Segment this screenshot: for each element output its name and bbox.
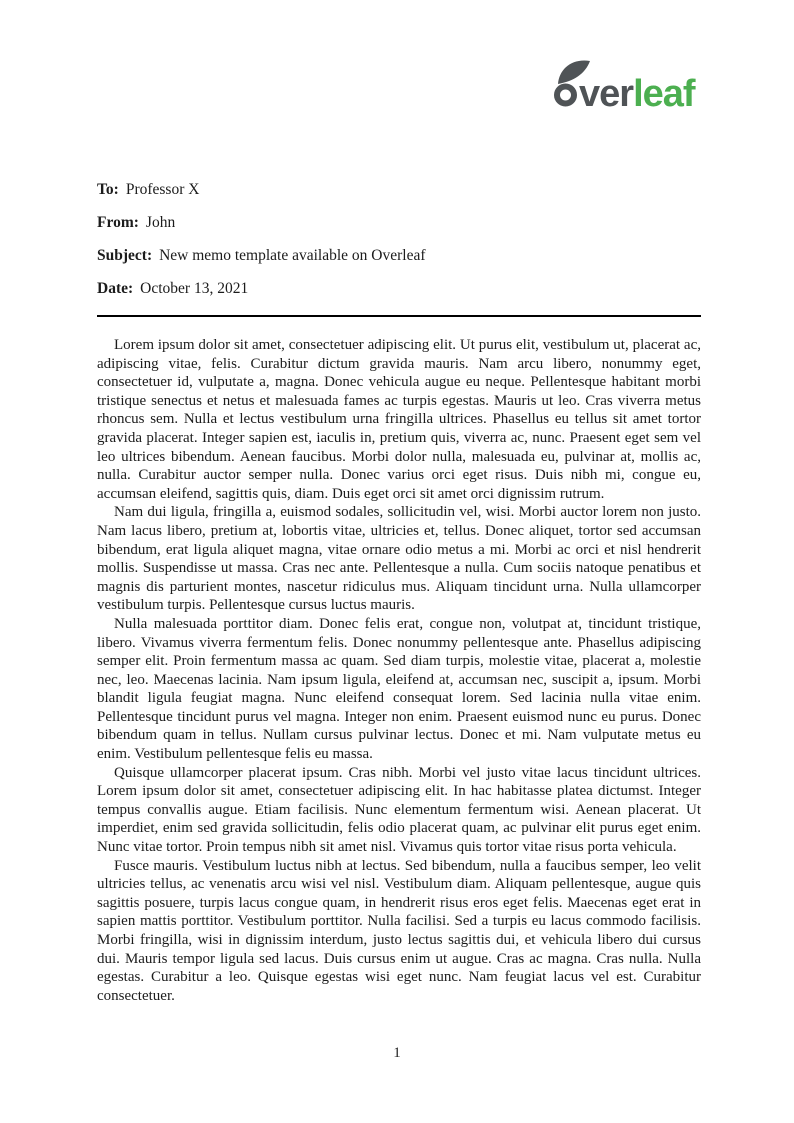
overleaf-logo-graphic xyxy=(550,56,710,110)
body-paragraph-5: Fusce mauris. Vestibulum luctus nibh at lectus. Sed bibendum, nulla a faucibus semper, leo velit ultricies tellus, ac venenatis arcu wisi vel nisl. Vestibulum diam. Aliquam pellentesque, augue quis sagittis posuere, turpis lacus congue quam, in hendrerit risus eros eget felis. Maecenas eget erat in sapien mattis porttitor. Vestibulum porttitor. Nulla facilisi. Sed a turpis eu lacus commodo facilisis. Morbi fringilla, wisi in dignissim interdum, justo lectus sagittis dui, et vehicula libero dui cursus dui. Mauris tempor ligula sed lacus. Duis cursus enim ut augue. Cras ac magna. Cras nulla. Nulla egestas. Curabitur a leo. Quisque egestas wisi eget nunc. Nam feugiat lacus vel est. Curabitur consectetuer. xyxy=(97,857,701,1004)
memo-header-fields xyxy=(97,180,701,312)
logo-text-green: leaf xyxy=(633,73,695,110)
overleaf-logo xyxy=(550,56,710,110)
body-paragraph-1: Lorem ipsum dolor sit amet, consectetuer adipiscing elit. Ut purus elit, vestibulum ut, placerat ac, adipiscing vitae, felis. Curabitur dictum gravida mauris. Nam arcu libero, nonummy eget, consectetuer id, vulputate a, magna. Donec vehicula augue eu neque. Pellentesque habitant morbi tristique senectus et netus et malesuada fames ac turpis egestas. Mauris ut leo. Cras viverra metus rhoncus sem. Nulla et lectus vestibulum urna fringilla ultrices. Phasellus eu tellus sit amet tortor gravida placerat. Integer sapien est, iaculis in, pretium quis, viverra ac, nunc. Praesent eget sem vel leo ultrices bibendum. Aenean faucibus. Morbi dolor nulla, malesuada eu, pulvinar at, mollis ac, nulla. Curabitur auctor semper nulla. Donec varius orci eget risus. Duis nibh mi, congue eu, accumsan eleifend, sagittis quis, diam. Duis eget orci sit amet orci dignissim rutrum. xyxy=(97,337,701,502)
memo-divider xyxy=(97,315,701,317)
memo-field-subject xyxy=(97,246,701,265)
logo-o-ring xyxy=(557,87,574,104)
memo-field-value: John xyxy=(145,214,176,231)
page-footer xyxy=(0,1045,794,1062)
logo-text-gray: ver xyxy=(579,73,634,110)
body-paragraph-4: Quisque ullamcorper placerat ipsum. Cras nibh. Morbi vel justo vitae lacus tincidunt ultrices. Lorem ipsum dolor sit amet, consectetuer adipiscing elit. In hac habitasse platea dictumst. Integer tempus convallis augue. Etiam facilisis. Nunc elementum fermentum wisi. Aenean placerat. Ut imperdiet, enim sed gravida sollicitudin, felis odio placerat quam, ac pulvinar elit purus eget enim. Nunc vitae tortor. Proin tempus nibh sit amet nisl. Vivamus quis tortor vitae risus porta vehicula. xyxy=(97,764,701,856)
body-paragraph-3: Nulla malesuada porttitor diam. Donec felis erat, congue non, volutpat at, tincidunt tristique, libero. Vivamus viverra fermentum felis. Donec nonummy pellentesque ante. Phasellus adipiscing semper elit. Proin fermentum massa ac quam. Sed diam turpis, molestie vitae, placerat a, molestie nec, leo. Maecenas lacinia. Nam ipsum ligula, eleifend at, accumsan nec, suscipit a, ipsum. Morbi blandit ligula feugiat magna. Nunc eleifend consequat lorem. Sed lacinia nulla vitae enim. Pellentesque tincidunt purus vel magna. Integer non enim. Praesent euismod nunc eu purus. Donec bibendum quam in tellus. Nullam cursus pulvinar lectus. Donec et mi. Nam vulputate metus eu enim. Vestibulum pellentesque felis eu massa. xyxy=(97,615,701,763)
memo-field-label: From: xyxy=(97,214,139,231)
body-paragraph-2: Nam dui ligula, fringilla a, euismod sodales, sollicitudin vel, wisi. Morbi auctor lorem non justo. Nam lacus libero, pretium at, lobortis vitae, ultricies et, tellus. Donec aliquet, tortor sed accumsan bibendum, erat ligula aliquet magna, vitae ornare odio metus a mi. Morbi ac orci et nisl hendrerit mollis. Suspendisse ut massa. Cras nec ante. Pellentesque a nulla. Cum sociis natoque penatibus et magnis dis parturient montes, nascetur ridiculus mus. Aliquam tincidunt urna. Nulla ullamcorper vestibulum turpis. Pellentesque cursus luctus mauris. xyxy=(97,504,701,614)
memo-field-label: Date: xyxy=(97,280,134,297)
memo-field-from xyxy=(97,213,701,232)
memo-body xyxy=(97,336,701,1005)
memo-field-value: New memo template available on Overleaf xyxy=(159,247,426,264)
memo-field-value: Professor X xyxy=(125,181,200,198)
memo-field-date xyxy=(97,279,701,298)
page-number: 1 xyxy=(393,1045,401,1061)
memo-field-to xyxy=(97,180,701,199)
logo-wordmark xyxy=(579,73,696,110)
memo-field-value: October 13, 2021 xyxy=(140,280,249,297)
memo-field-label: Subject: xyxy=(97,247,153,264)
memo-field-label: To: xyxy=(97,181,119,198)
